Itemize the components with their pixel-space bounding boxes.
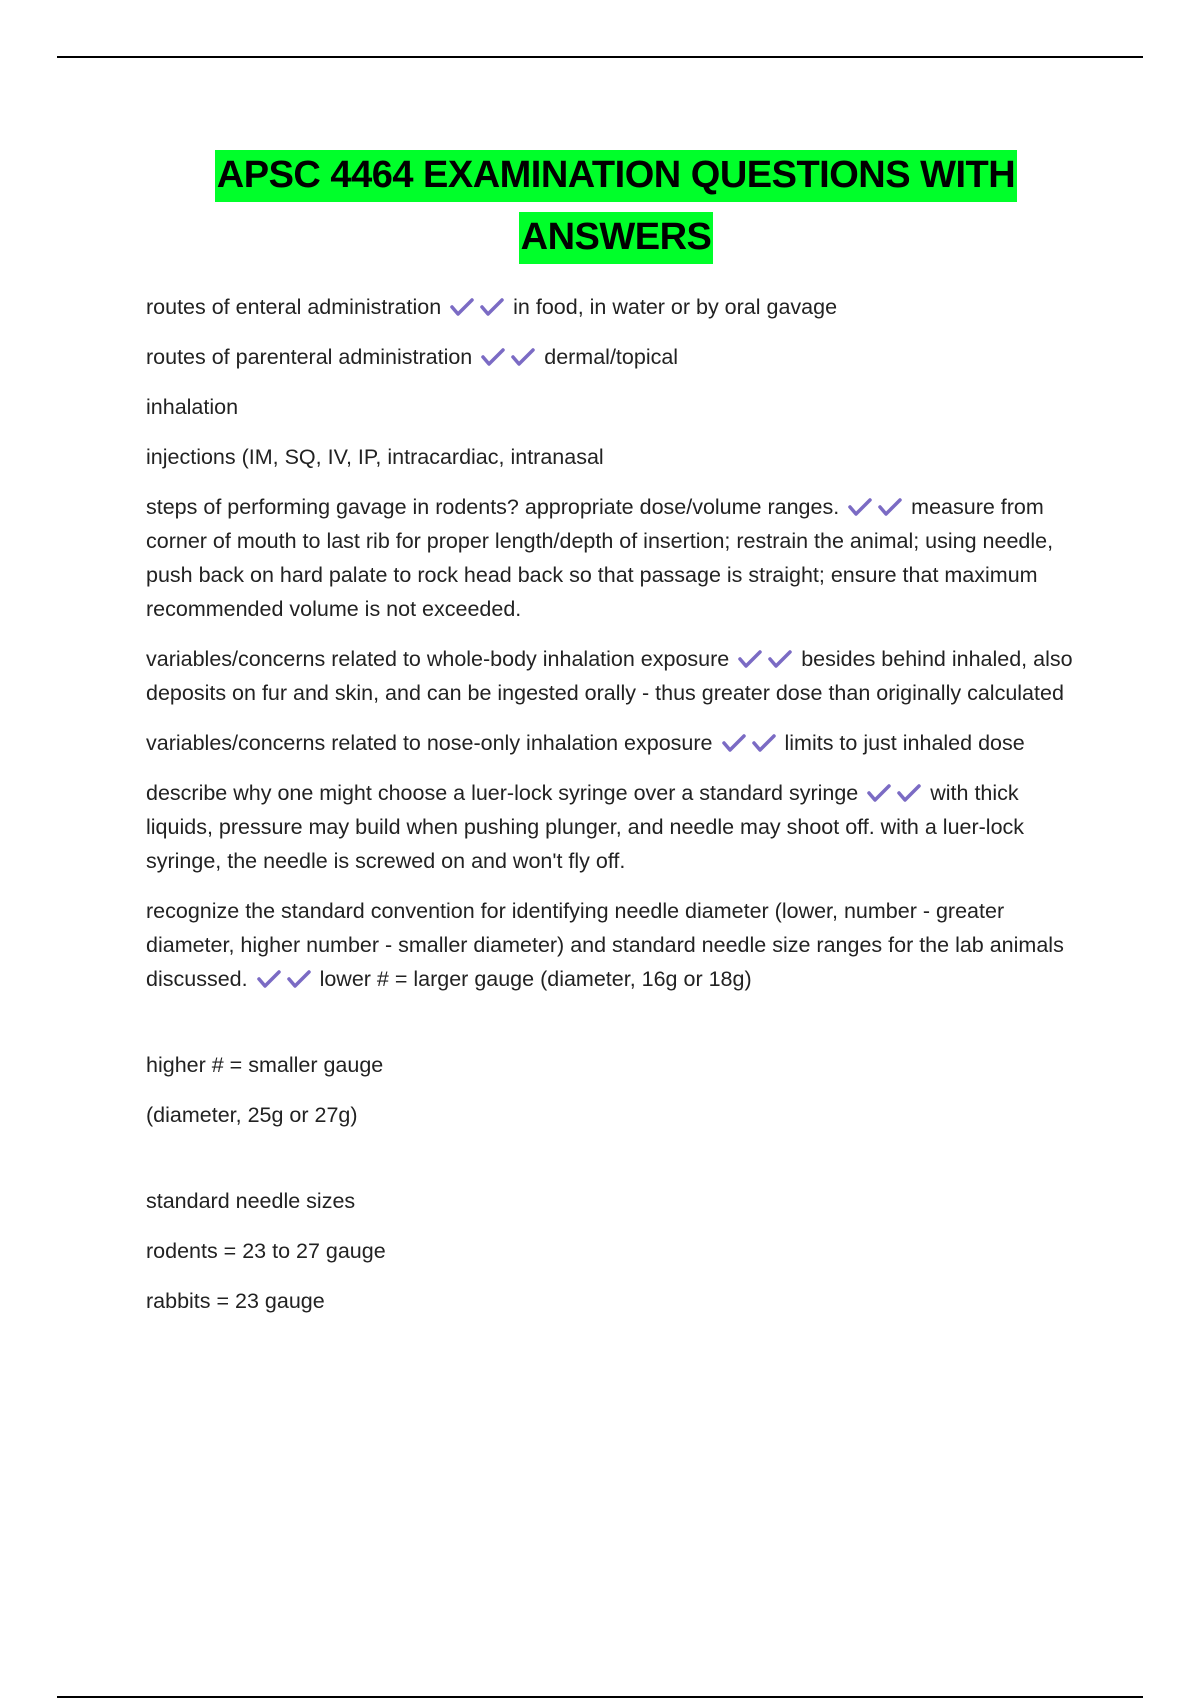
qa-item — [146, 894, 1076, 996]
check-icon — [897, 783, 921, 803]
answer-text: measure from corner of mouth to last rib for proper length/depth of insertion; restrain the animal; using needle, push back on hard palate to rock head back so that passage is straight; ensure that maximum recommended volume is not exceeded. — [146, 495, 1054, 621]
check-icon — [480, 297, 504, 317]
document-title — [0, 144, 1200, 268]
question-text: variables/concerns related to whole-body inhalation exposure — [146, 647, 730, 671]
header-rule — [57, 56, 1143, 58]
check-icon — [878, 497, 902, 517]
document-body — [146, 290, 1076, 1334]
check-icon — [752, 733, 776, 753]
qa-item — [146, 290, 1076, 324]
qa-item — [146, 726, 1076, 760]
answer-text: limits to just inhaled dose — [784, 731, 1025, 755]
question-text: routes of enteral administration — [146, 295, 442, 319]
question-text: steps of performing gavage in rodents? appropriate dose/volume ranges. — [146, 495, 840, 519]
check-icon — [481, 347, 505, 367]
text-line: inhalation — [146, 395, 239, 419]
text-line: rabbits = 23 gauge — [146, 1289, 325, 1313]
question-text: describe why one might choose a luer-lock syringe over a standard syringe — [146, 781, 859, 805]
qa-item — [146, 340, 1076, 374]
check-icon — [848, 497, 872, 517]
question-text: variables/concerns related to nose-only inhalation exposure — [146, 731, 713, 755]
footer-rule — [57, 1696, 1143, 1698]
check-icon — [738, 649, 762, 669]
check-icon — [287, 969, 311, 989]
check-icon — [450, 297, 474, 317]
answer-text: lower # = larger gauge (diameter, 16g or 18g) — [319, 967, 752, 991]
check-icon — [722, 733, 746, 753]
qa-item — [146, 776, 1076, 878]
text-line: standard needle sizes — [146, 1189, 356, 1213]
question-text: routes of parenteral administration — [146, 345, 473, 369]
check-icon — [867, 783, 891, 803]
answer-text: with thick liquids, pressure may build when pushing plunger, and needle may shoot off. with a luer-lock syringe, the needle is screwed on and won't fly off. — [146, 781, 1025, 873]
check-icon — [768, 649, 792, 669]
text-line: (diameter, 25g or 27g) — [146, 1103, 358, 1127]
title-line-1: APSC 4464 EXAMINATION QUESTIONS WITH — [215, 150, 1017, 202]
qa-item — [146, 642, 1076, 710]
answer-text: besides behind inhaled, also deposits on fur and skin, and can be ingested orally - thus greater dose than originally calculated — [146, 647, 1073, 705]
check-icon — [511, 347, 535, 367]
answer-text: dermal/topical — [544, 345, 679, 369]
check-icon — [257, 969, 281, 989]
question-text: recognize the standard convention for identifying needle diameter (lower, number - greater diameter, higher number - smaller diameter) and standard needle size ranges for the lab animals discussed. — [146, 899, 1064, 991]
text-line: injections (IM, SQ, IV, IP, intracardiac, intranasal — [146, 445, 604, 469]
qa-item — [146, 490, 1076, 626]
title-line-2: ANSWERS — [519, 212, 714, 264]
text-line: higher # = smaller gauge — [146, 1053, 384, 1077]
text-line: rodents = 23 to 27 gauge — [146, 1239, 386, 1263]
answer-text: in food, in water or by oral gavage — [513, 295, 838, 319]
